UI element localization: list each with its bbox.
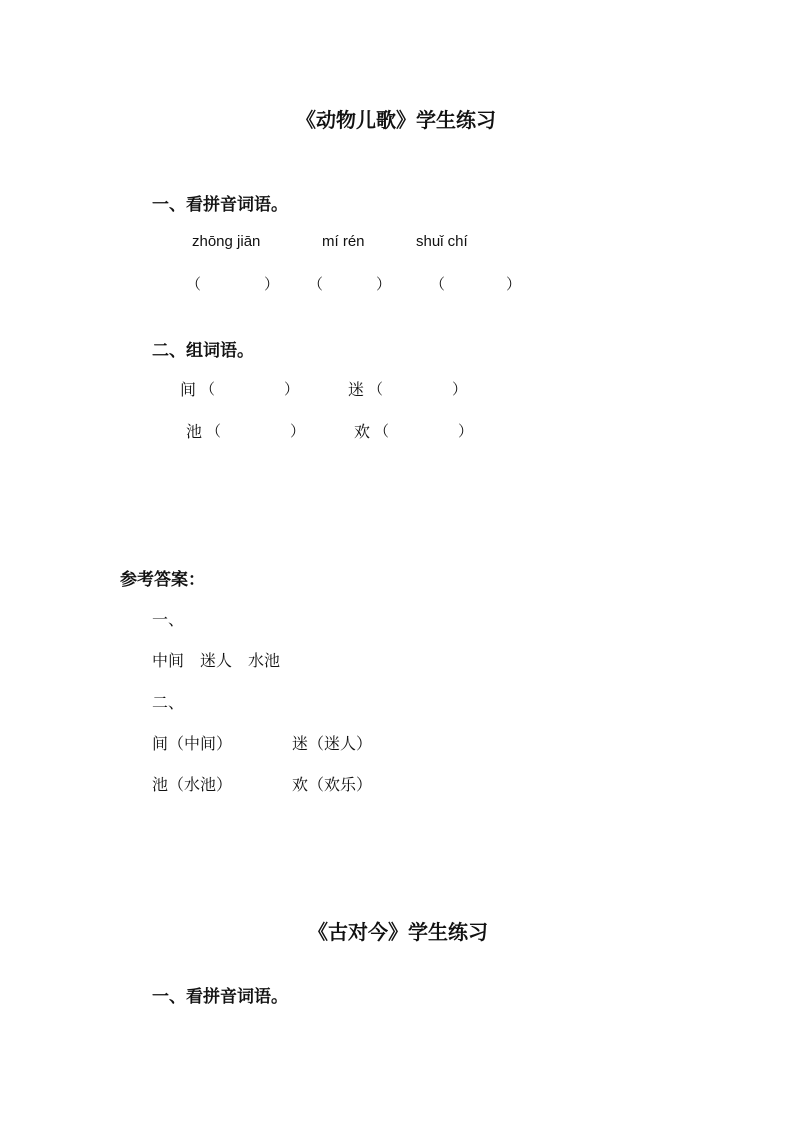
answer-blank-close-2: ）: [376, 275, 392, 293]
word-formation-blank-open-2: （: [368, 380, 384, 398]
answers-part1-text: 中间 迷人 水池: [152, 651, 281, 670]
answers-part2-item-2: 迷（迷人）: [292, 734, 373, 753]
worksheet-title-2: 《古对今》学生练习: [308, 920, 488, 944]
answer-blank-close-3: ）: [506, 275, 522, 293]
pinyin-word-2: mí rén: [322, 233, 365, 250]
pinyin-word-1: zhōnɡ jiān: [192, 233, 261, 250]
word-formation-char-1: 间: [180, 380, 197, 399]
word-formation-blank-close-1: ）: [284, 380, 300, 398]
answers-part2-item-1: 间（中间）: [152, 734, 233, 753]
word-formation-char-3: 池: [186, 422, 203, 441]
word-formation-blank-close-3: ）: [290, 422, 306, 440]
answers-part2-item-3: 池（水池）: [152, 775, 233, 794]
answers-part2-item-4: 欢（欢乐）: [292, 775, 373, 794]
answer-blank-open-2: （: [308, 275, 324, 293]
worksheet-title: 《动物儿歌》学生练习: [296, 108, 496, 132]
word-formation-char-2: 迷: [348, 380, 365, 399]
answers-part1-label: 一、: [152, 610, 185, 629]
section-heading-pinyin: 一、看拼音词语。: [152, 195, 288, 215]
word-formation-blank-open-3: （: [206, 422, 222, 440]
word-formation-char-4: 欢: [354, 422, 371, 441]
answer-blank-open-3: （: [430, 275, 446, 293]
word-formation-blank-open-1: （: [200, 380, 216, 398]
answer-blank-close-1: ）: [264, 275, 280, 293]
word-formation-blank-open-4: （: [374, 422, 390, 440]
word-formation-blank-close-2: ）: [452, 380, 468, 398]
answer-blank-open-1: （: [186, 275, 202, 293]
answers-part2-label: 二、: [152, 693, 185, 712]
pinyin-word-3: shuǐ chí: [416, 233, 468, 250]
word-formation-blank-close-4: ）: [458, 422, 474, 440]
section-heading-pinyin-2: 一、看拼音词语。: [152, 987, 288, 1007]
answers-heading: 参考答案：: [120, 570, 205, 590]
section-heading-word-formation: 二、组词语。: [152, 341, 254, 361]
